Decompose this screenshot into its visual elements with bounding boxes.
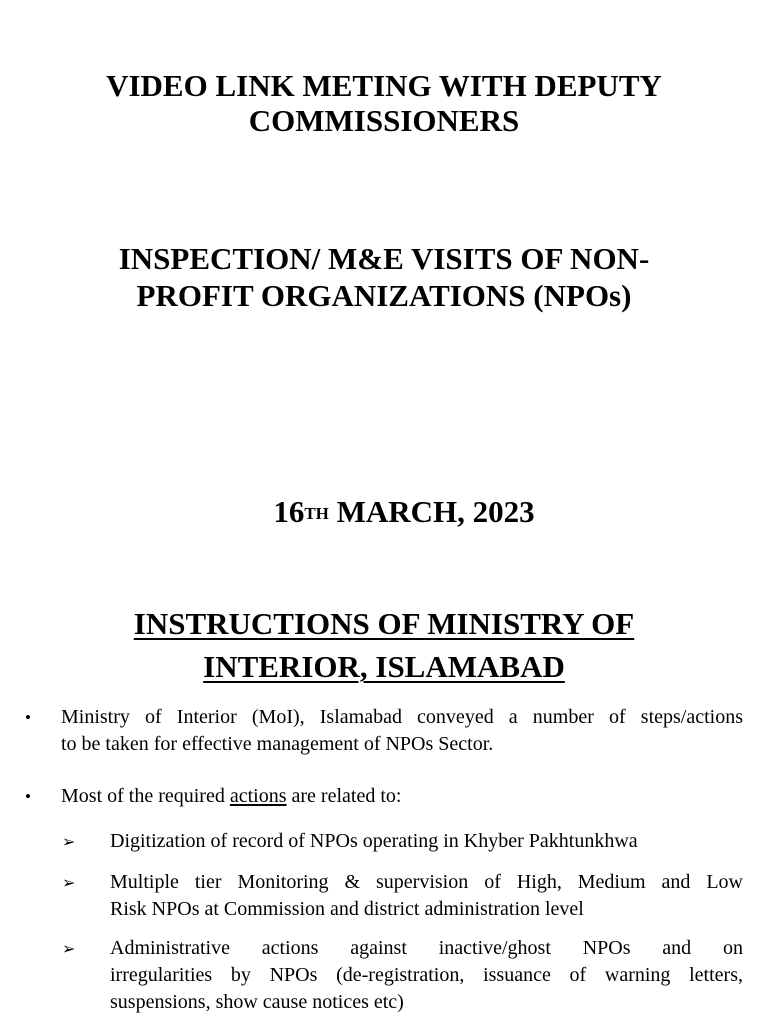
document-subtitle-line2: PROFIT ORGANIZATIONS (NPOs) [136,278,632,313]
section-heading-line1: INSTRUCTIONS OF MINISTRY OF [133,606,635,641]
document-title [0,68,768,138]
bullet-text-after: are related to: [286,785,402,807]
sub-list-item [0,935,768,1019]
document-subtitle [0,240,768,314]
document-title-line2: COMMISSIONERS [248,103,520,138]
sub-item-text [110,935,743,1016]
sub-item-text-line1: Digitization of record of NPOs operating in Khyber Pakhtunkhwa [110,830,638,852]
sub-list-item [0,869,768,925]
bullet-item [0,704,768,764]
document-title-line1: VIDEO LINK METING WITH DEPUTY [106,68,662,103]
sub-item-text-line3: suspensions, show cause notices etc) [110,991,404,1013]
bullet-marker: • [25,787,31,806]
bullet-text [61,783,743,810]
arrow-bullet-icon: ➢ [62,939,76,958]
date-suffix: TH [304,504,329,523]
bullet-text [61,704,743,758]
meeting-date [20,494,768,530]
document-subtitle-line1: INSPECTION/ M&E VISITS OF NON- [118,241,650,276]
sub-item-text [110,869,743,923]
bullet-item [0,783,768,813]
section-heading-line2: INTERIOR, ISLAMABAD [203,649,565,684]
arrow-bullet-icon: ➢ [62,873,76,892]
bullet-text-before: Most of the required [61,785,230,807]
section-heading [0,602,768,688]
bullet-text-underlined: actions [229,785,287,807]
date-rest: MARCH, 2023 [328,494,535,529]
bullet-marker: • [25,708,31,727]
arrow-bullet-icon: ➢ [62,832,76,851]
sub-item-text-line2: Risk NPOs at Commission and district administration level [110,898,584,920]
sub-list-item [0,828,768,858]
date-day: 16 [273,494,305,529]
sub-item-text-line1: Multiple tier Monitoring & supervision of High, Medium and Low [110,871,743,893]
sub-item-text-line1: Administrative actions against inactive/ghost NPOs and on [110,937,743,959]
sub-item-text-line2: irregularities by NPOs (de-registration, issuance of warning letters, [110,964,743,986]
bullet-text-line1: Ministry of Interior (MoI), Islamabad conveyed a number of steps/actions [61,706,743,728]
sub-item-text [110,828,743,855]
bullet-text-line2: to be taken for effective management of NPOs Sector. [61,733,494,755]
